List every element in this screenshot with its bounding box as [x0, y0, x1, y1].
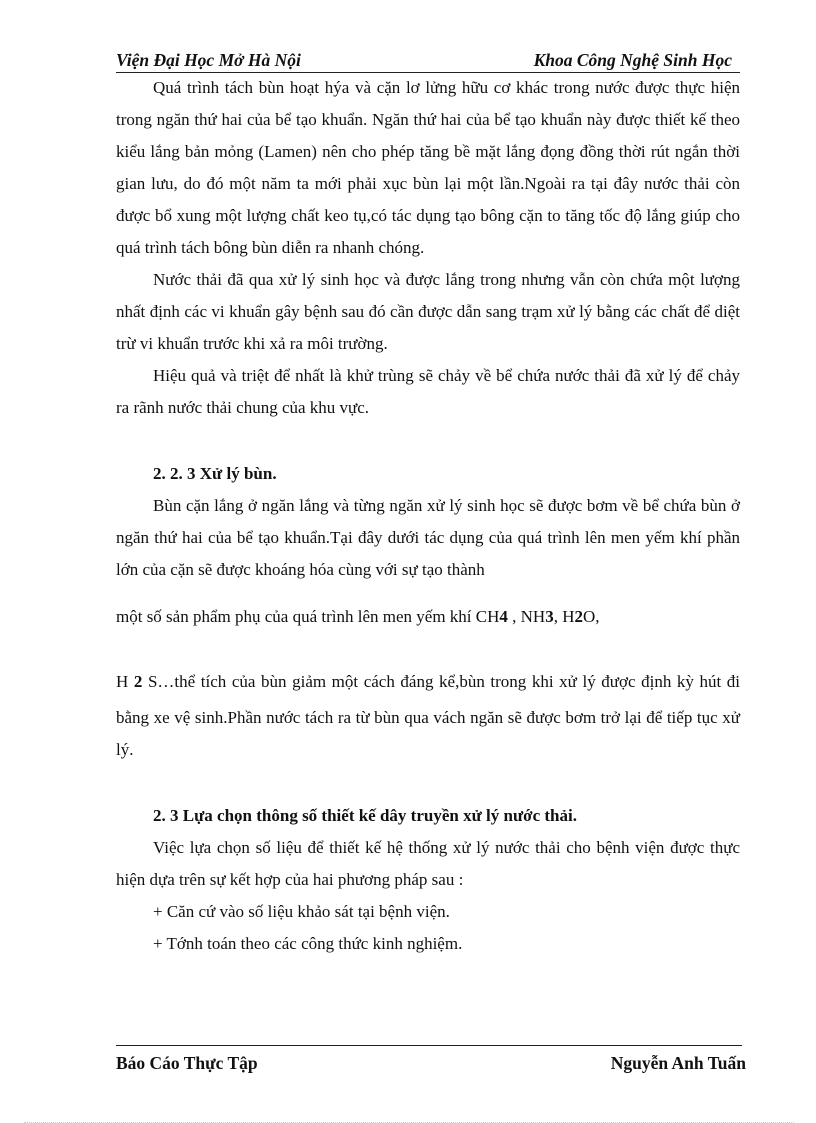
- paragraph-disinfection: Nước thải đã qua xử lý sinh học và được lắng trong nhưng vẫn còn chứa một lượng nhất định các vi khuẩn gây bệnh sau đó cần được dẫn sang trạm xử lý bằng các chất để diệt trừ vi khuẩn trước khi xả ra môi trường.: [116, 270, 740, 353]
- chem-subscript: 2: [574, 607, 583, 626]
- paragraph-sludge-treatment: Bùn cặn lắng ở ngăn lắng và từng ngăn xử lý sinh học sẽ được bơm về bể chứa bùn ở ngăn thứ hai của bể tạo khuẩn.Tại đây dưới tác dụng của quá trình lên men yếm khí phần lớn của cặn sẽ được khoáng hóa cùng với sự tạo thành: [116, 496, 740, 579]
- footer-report-title: Báo Cáo Thực Tập: [116, 1053, 258, 1073]
- paragraph-sludge-volume: [116, 662, 740, 766]
- footer-rule: [116, 1045, 742, 1046]
- chemical-products-line: [116, 589, 740, 645]
- list-item: + Căn cứ vào số liệu khảo sát tại bệnh viện.: [153, 902, 450, 921]
- paragraph-effluent: Hiệu quả và triệt để nhất là khử trùng sẽ chảy về bể chứa nước thải đã xử lý để chảy ra rãnh nước thải chung của khu vực.: [116, 366, 740, 417]
- chem-text: , H: [553, 607, 575, 626]
- footer-author: Nguyễn Anh Tuấn: [610, 1053, 746, 1073]
- paragraph-sludge-separation: Quá trình tách bùn hoạt hýa và cặn lơ lửng hữu cơ khác trong nước được thực hiện trong ngăn thứ hai của bể tạo khuẩn. Ngăn thứ hai của bể tạo khuẩn này được thiết kế theo kiểu lắng bản mỏng (Lamen) nên cho phép tăng bề mặt lắng đọng đồng thời rút ngắn thời gian lưu, do đó một năm ta mới phải xục bùn lại một lần.Ngoài ra tại đây nước thải còn được bổ xung một lượng chất keo tụ,có tác dụng tạo bông cặn to tăng tốc độ lắng giúp cho quá trình tách bông bùn diễn ra nhanh chóng.: [116, 78, 740, 257]
- chem-text: S…thể tích của bùn giảm một cách đáng kể,bùn trong khi xử lý được định kỳ hút đi bằng xe vệ sinh.Phần nước tách ra từ bùn qua vách ngăn sẽ được bơm trở lại để tiếp tục xử lý.: [116, 672, 741, 759]
- spacer: [116, 424, 740, 458]
- chem-subscript: 3: [545, 607, 554, 626]
- section-heading-sludge-treatment: 2. 2. 3 Xử lý bùn.: [153, 464, 277, 483]
- list-item: + Tớnh toán theo các công thức kinh nghiệm.: [153, 934, 463, 953]
- page-header: [116, 50, 740, 73]
- spacer: [116, 766, 740, 800]
- chem-subscript: 2: [133, 672, 143, 691]
- document-body: [116, 72, 740, 960]
- header-institution: Viện Đại Học Mở Hà Nội: [116, 50, 301, 70]
- chem-text: , NH: [512, 607, 546, 626]
- chem-subscript: 4: [499, 607, 508, 626]
- header-faculty: Khoa Công Nghệ Sinh Học: [533, 50, 732, 70]
- chem-text: một số sản phẩm phụ của quá trình lên men yếm khí CH: [116, 607, 500, 626]
- chem-text: O,: [582, 607, 600, 626]
- section-heading-design-parameters: 2. 3 Lựa chọn thông số thiết kế dây truyền xử lý nước thải.: [153, 806, 577, 825]
- paragraph-design-parameters: Việc lựa chọn số liệu để thiết kế hệ thống xử lý nước thải cho bệnh viện được thực hiện dựa trên sự kết hợp của hai phương pháp sau :: [116, 838, 740, 889]
- chem-text: H: [116, 672, 129, 691]
